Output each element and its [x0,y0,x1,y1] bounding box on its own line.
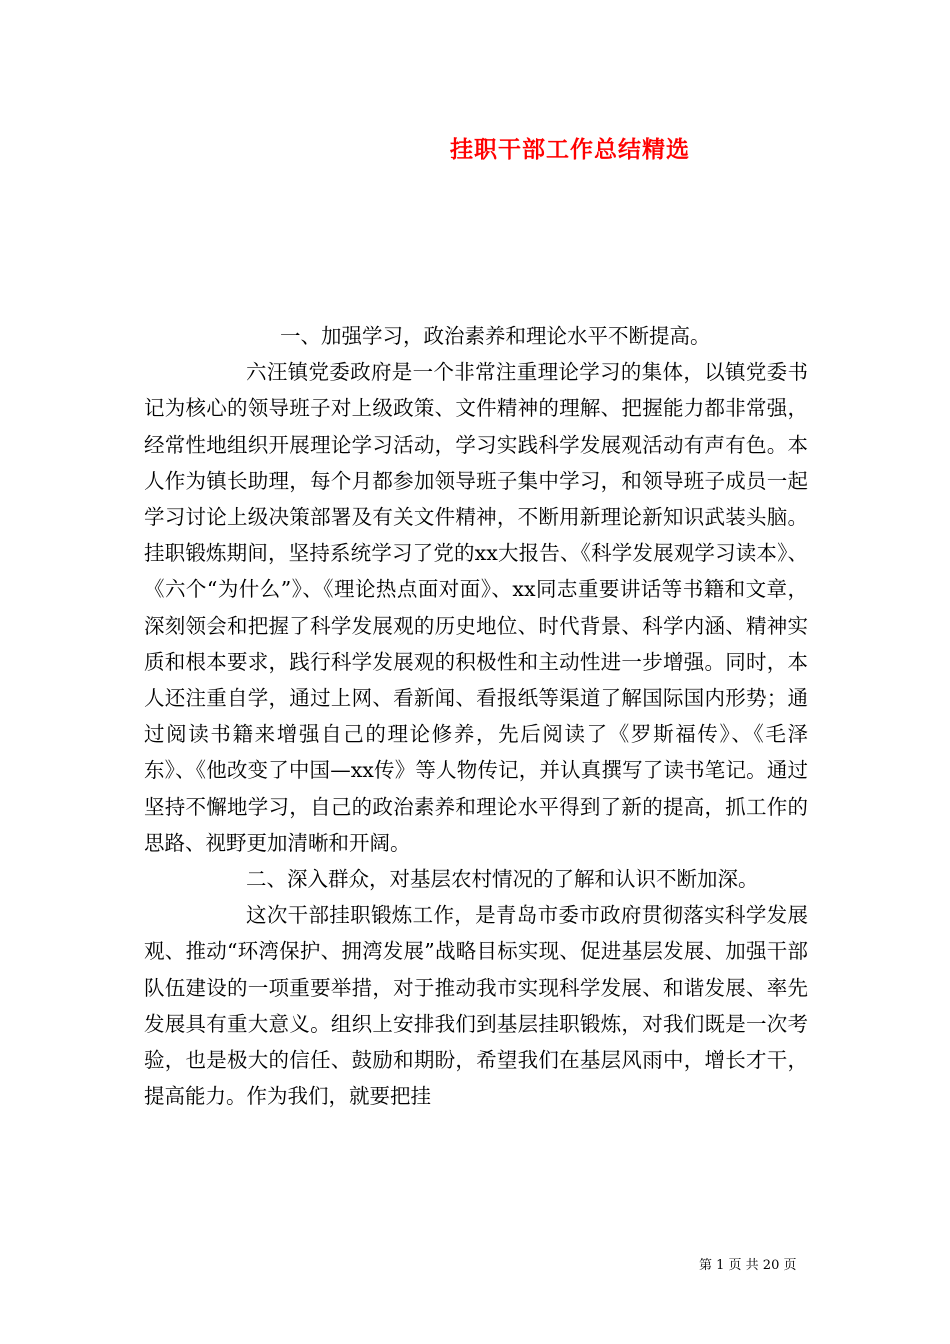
document-body [144,318,808,1114]
page-number-footer: 第 1 页 共 20 页 [699,1258,797,1273]
body-paragraph-2: 这次干部挂职锻炼工作，是青岛市委市政府贯彻落实科学发展观、推动“环湾保护、拥湾发展”战略目标实现、促进基层发展、加强干部队伍建设的一项重要举措，对于推动我市实现科学发展、和谐发展、率先发展具有重大意义。组织上安排我们到基层挂职锻炼，对我们既是一次考验，也是极大的信任、鼓励和期盼，希望我们在基层风雨中，增长才干，提高能力。作为我们，就要把挂 [144,903,808,1109]
section-heading-1: 一、加强学习，政治素养和理论水平不断提高。 [280,324,711,348]
document-title: 挂职干部工作总结精选 [450,136,690,163]
body-paragraph-1: 六汪镇党委政府是一个非常注重理论学习的集体，以镇党委书记为核心的领导班子对上级政策、文件精神的理解、把握能力都非常强，经常性地组织开展理论学习活动，学习实践科学发展观活动有声有色。本人作为镇长助理，每个月都参加领导班子集中学习，和领导班子成员一起学习讨论上级决策部署及有关文件精神，不断用新理论新知识武装头脑。挂职锻炼期间，坚持系统学习了党的xx大报告、《科学发展观学习读本》、《六个“为什么”》、《理论热点面对面》、xx同志重要讲话等书籍和文章，深刻领会和把握了科学发展观的历史地位、时代背景、科学内涵、精神实质和根本要求，践行科学发展观的积极性和主动性进一步增强。同时，本人还注重自学，通过上网、看新闻、看报纸等渠道了解国际国内形势；通过阅读书籍来增强自己的理论修养，先后阅读了《罗斯福传》、《毛泽东》、《他改变了中国—xx传》等人物传记，并认真撰写了读书笔记。通过坚持不懈地学习，自己的政治素养和理论水平得到了新的提高，抓工作的思路、视野更加清晰和开阔。 [144,360,808,855]
section-heading-2: 二、深入群众，对基层农村情况的了解和认识不断加深。 [246,867,759,892]
